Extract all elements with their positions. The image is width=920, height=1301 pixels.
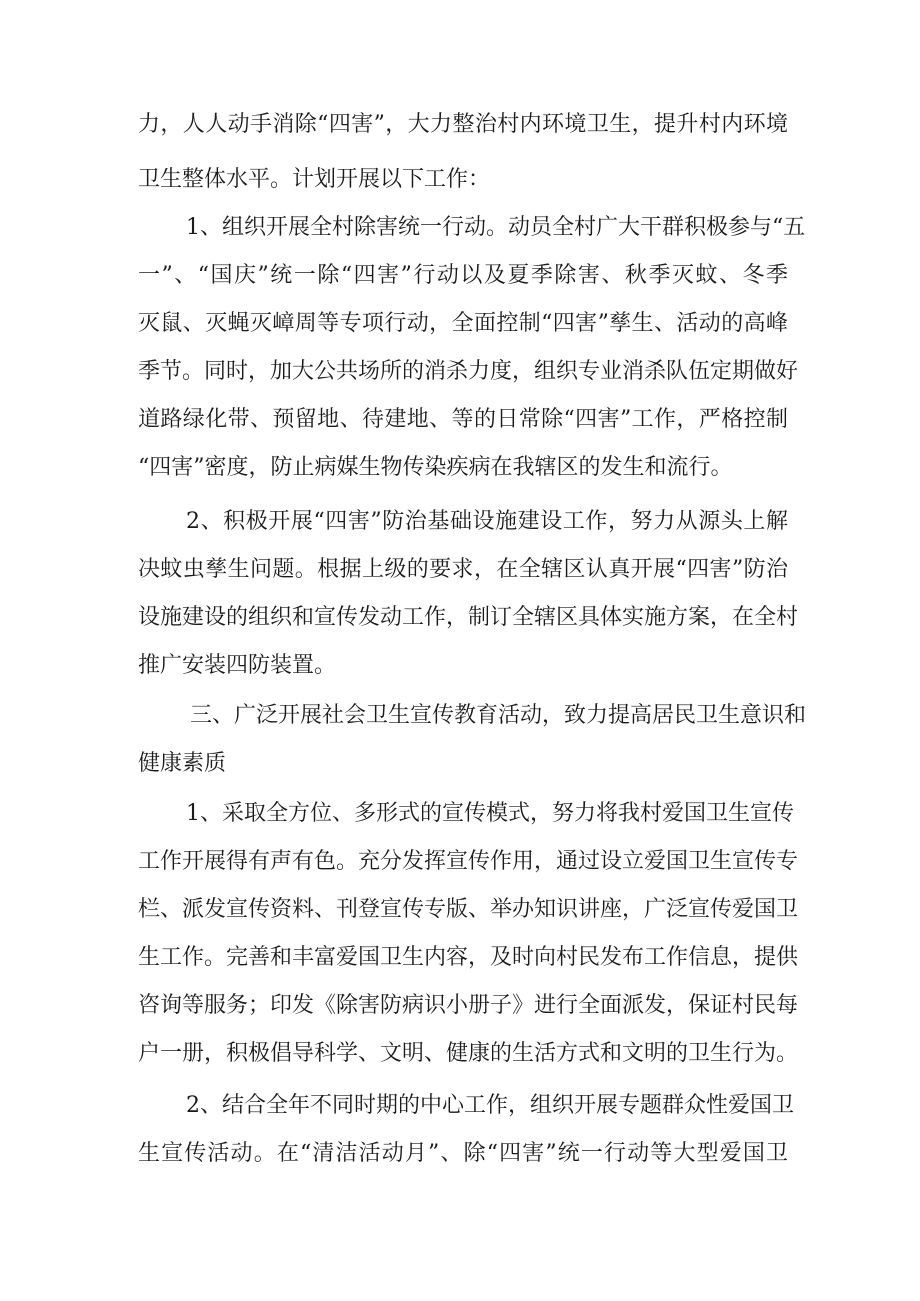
text-line: 灭鼠、灭蝇灭嶂周等专项行动，全面控制“四害”孳生、活动的高峰 [138,311,788,336]
section-heading: 三、广泛开展社会卫生宣传教育活动，致力提高居民卫生意识和 [190,703,807,728]
text-line: “四害”密度，防止病媒生物传染疾病在我辖区的发生和流行。 [138,455,733,480]
text-line: 咨询等服务；印发《除害防病识小册子》进行全面派发，保证村民每 [138,993,799,1018]
text-line: 户一册，积极倡导科学、文明、健康的生活方式和文明的卫生行为。 [138,1041,799,1066]
text-line: 2、积极开展“四害”防治基础设施建设工作，努力从源头上解 [186,509,788,534]
text-line: 栏、派发宣传资料、刊登宣传专版、举办知识讲座，广泛宣传爱国卫 [138,897,799,922]
text-line: 决蚊虫孳生问题。根据上级的要求，在全辖区认真开展“四害”防治 [138,557,788,582]
text-line: 季节。同时，加大公共场所的消杀力度，组织专业消杀队伍定期做好 [138,359,799,384]
text-line: 生工作。完善和丰富爱国卫生内容，及时向村民发布工作信息，提供 [138,945,799,970]
text-line: 一”、“国庆”统一除“四害”行动以及夏季除害、秋季灭蚊、冬季 [138,263,788,288]
text-line: 设施建设的组织和宣传发动工作，制订全辖区具体实施方案，在全村 [138,605,799,630]
text-line: 推广安装四防装置。 [138,653,337,678]
text-line: 1、采取全方位、多形式的宣传模式，努力将我村爱国卫生宣传 [186,801,794,826]
text-line: 工作开展得有声有色。充分发挥宣传作用，通过设立爱国卫生宣传专 [138,849,799,874]
text-line: 道路绿化带、预留地、待建地、等的日常除“四害”工作，严格控制 [138,407,788,432]
text-line: 生宣传活动。在“清洁活动月”、除“四害”统一行动等大型爱国卫 [138,1141,788,1166]
text-line: 卫生整体水平。计划开展以下工作： [138,167,491,192]
text-line: 1、组织开展全村除害统一行动。动员全村广大干群积极参与“五 [186,215,806,240]
text-line: 2、结合全年不同时期的中心工作，组织开展专题群众性爱国卫 [186,1093,794,1118]
text-line: 力，人人动手消除“四害”，大力整治村内环境卫生，提升村内环境 [138,112,788,137]
section-heading: 健康素质 [138,751,227,776]
